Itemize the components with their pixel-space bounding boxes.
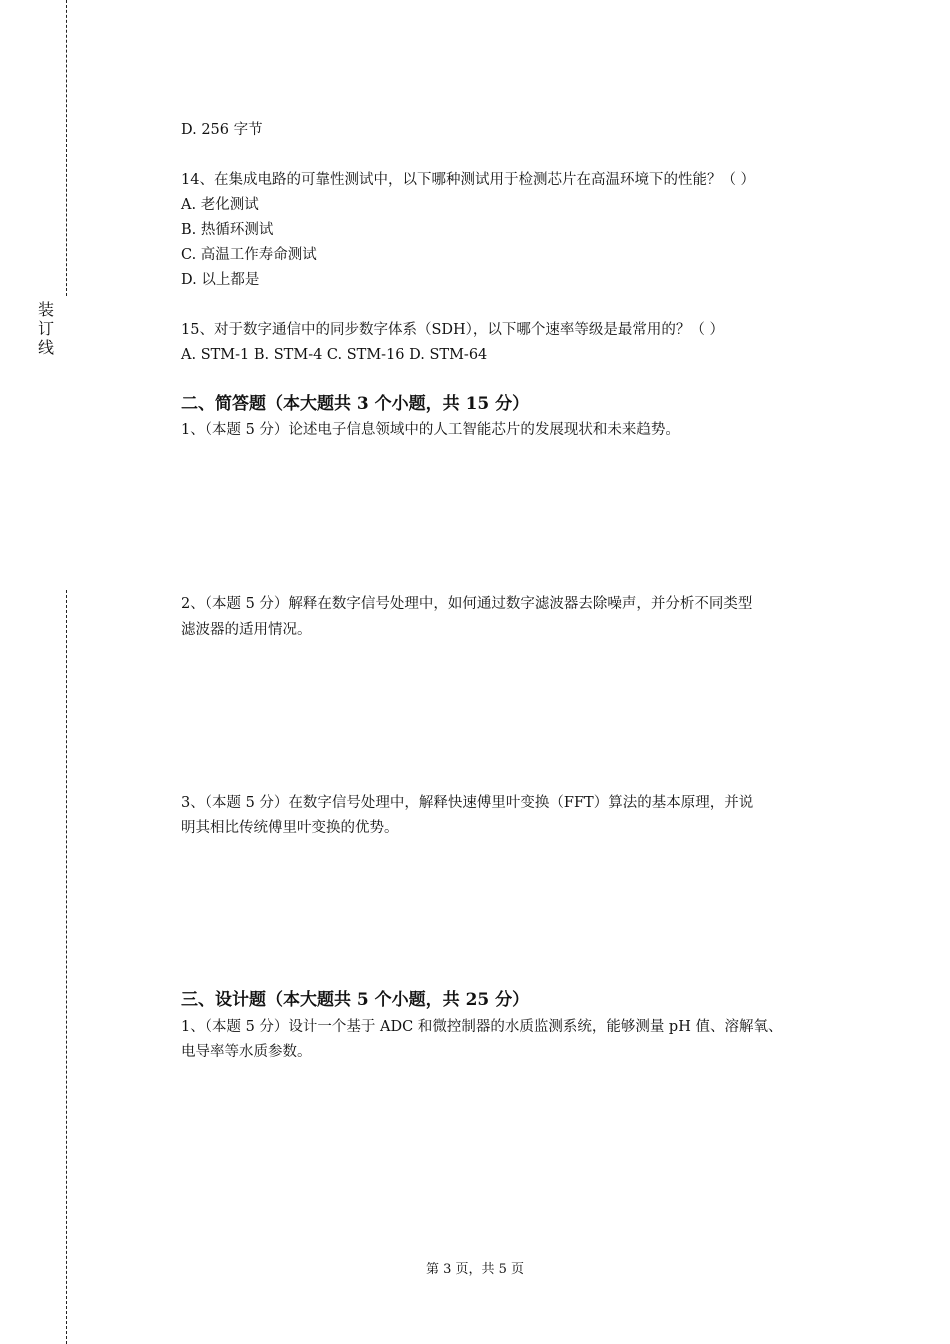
q14-option-d: D. 以上都是	[181, 272, 260, 288]
page-footer: 第 3 页，共 5 页	[425, 1262, 525, 1277]
section3-q1-line2: 电导率等水质参数。	[181, 1044, 312, 1060]
section3-heading: 三、设计题（本大题共 5 个小题，共 25 分）	[181, 990, 530, 1010]
q13-option-d: D. 256 字节	[181, 122, 263, 138]
binding-dashed-line-top	[66, 0, 67, 296]
section2-q2-line1: 2、（本题 5 分）解释在数字信号处理中，如何通过数字滤波器去除噪声，并分析不同类型	[181, 596, 753, 612]
q15-options: A. STM-1 B. STM-4 C. STM-16 D. STM-64	[181, 347, 488, 363]
binding-char: 线	[37, 338, 54, 357]
section2-q3-line1: 3、（本题 5 分）在数字信号处理中，解释快速傅里叶变换（FFT）算法的基本原理，并说	[181, 795, 754, 811]
binding-label	[36, 300, 56, 357]
q15-stem: 15、对于数字通信中的同步数字体系（SDH），以下哪个速率等级是最常用的？（ ）	[181, 322, 725, 338]
binding-dashed-line-bottom	[66, 590, 67, 1344]
section3-q1-line1: 1、（本题 5 分）设计一个基于 ADC 和微控制器的水质监测系统，能够测量 pH 值、溶解氧、	[181, 1019, 783, 1035]
section2-heading: 二、简答题（本大题共 3 个小题，共 15 分）	[181, 394, 530, 414]
section2-q1: 1、（本题 5 分）论述电子信息领域中的人工智能芯片的发展现状和未来趋势。	[181, 422, 680, 438]
q14-stem: 14、在集成电路的可靠性测试中，以下哪种测试用于检测芯片在高温环境下的性能？（ ）	[181, 172, 756, 188]
q14-option-b: B. 热循环测试	[181, 222, 274, 238]
q14-option-a: A. 老化测试	[181, 197, 259, 213]
section2-q2-line2: 滤波器的适用情况。	[181, 622, 312, 638]
section2-q3-line2: 明其相比传统傅里叶变换的优势。	[181, 820, 399, 836]
q14-option-c: C. 高温工作寿命测试	[181, 247, 317, 263]
binding-char: 装	[37, 300, 54, 319]
binding-char: 订	[37, 319, 54, 338]
